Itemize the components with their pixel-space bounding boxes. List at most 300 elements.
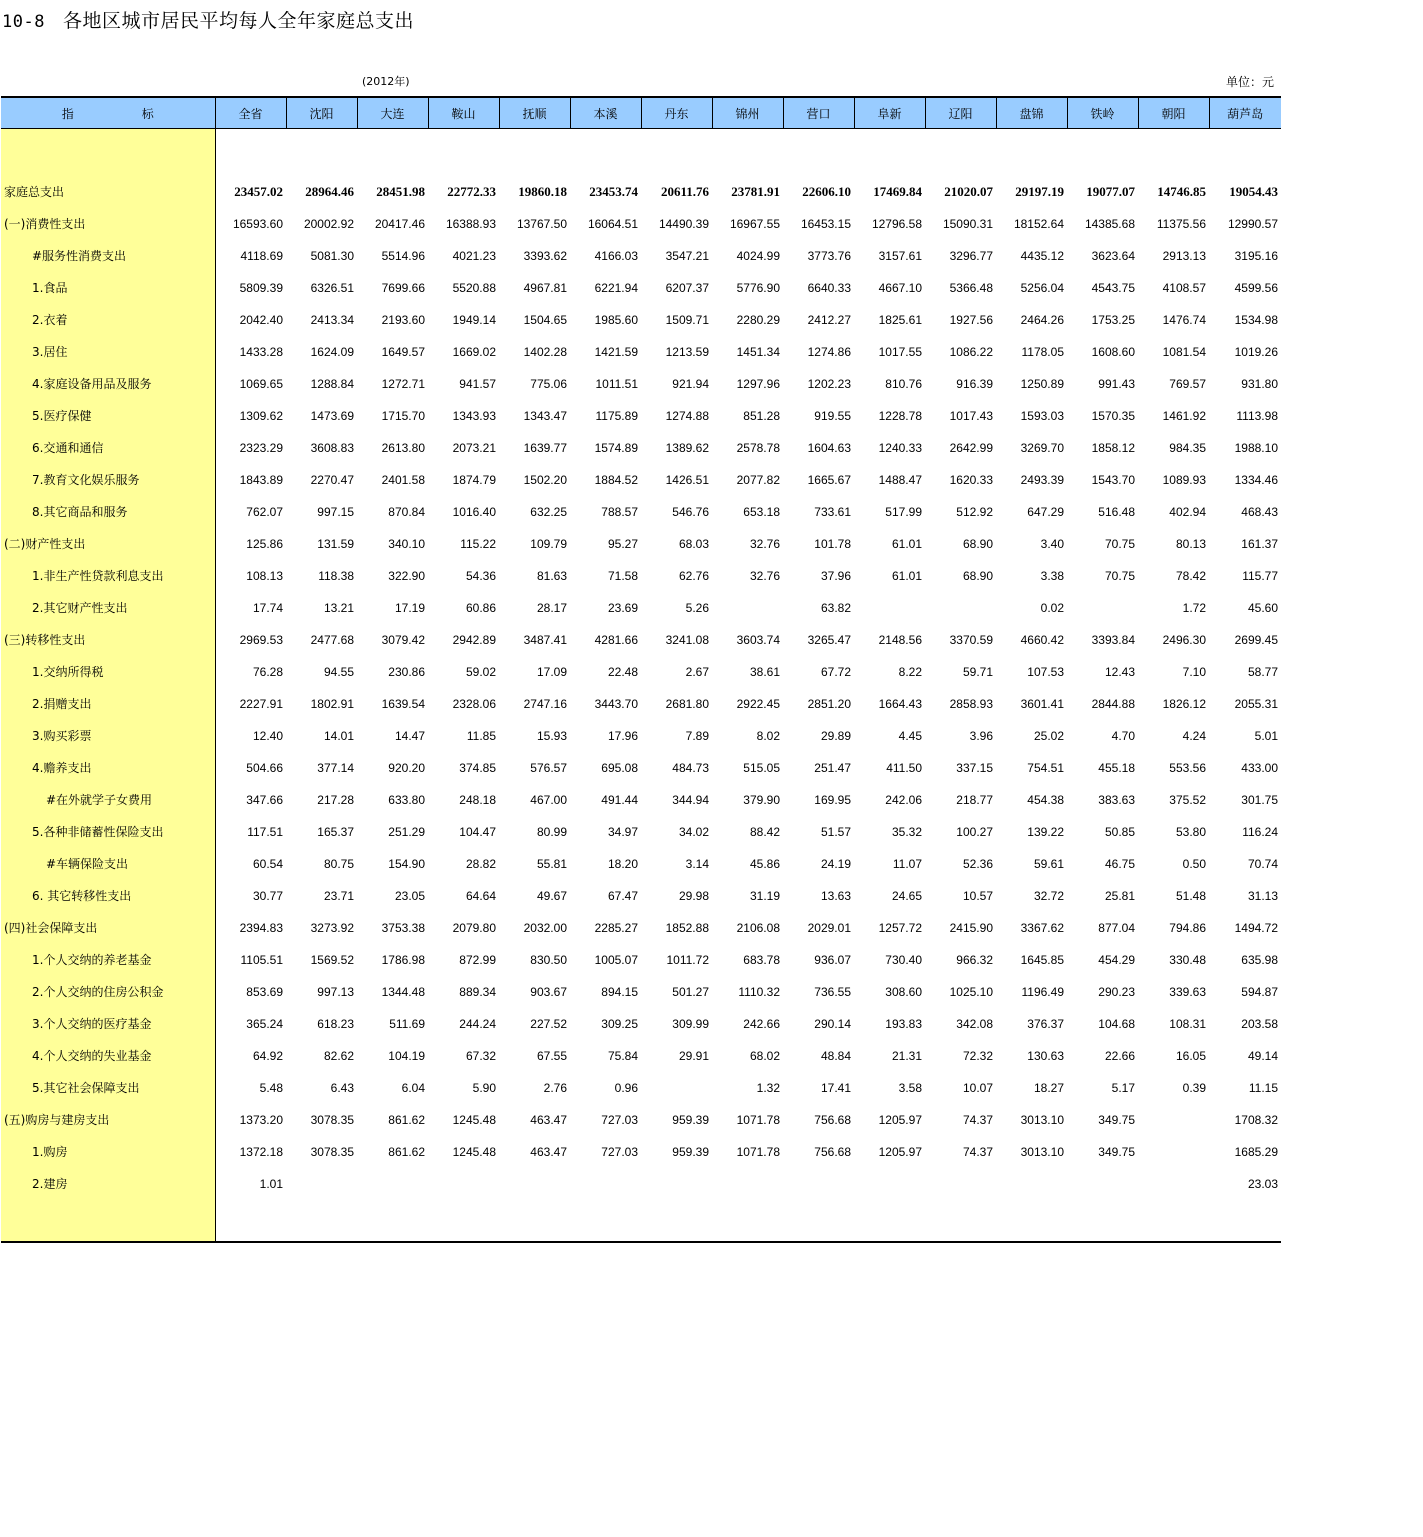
value-cell bbox=[1138, 1104, 1209, 1136]
column-header: 盘锦 bbox=[996, 97, 1067, 129]
value-cell: 3773.76 bbox=[807, 248, 851, 263]
value-cell: 4599.56 bbox=[1234, 280, 1278, 295]
table-row bbox=[1, 592, 1281, 624]
value-cell: 35.32 bbox=[891, 824, 922, 839]
row-label: 1.食品 bbox=[1, 272, 215, 304]
value-cell bbox=[854, 592, 925, 624]
value-cell bbox=[499, 1168, 570, 1200]
value-cell: 3.96 bbox=[969, 728, 993, 743]
value-cell: 17.19 bbox=[394, 600, 425, 615]
value-cell: 55.81 bbox=[536, 856, 567, 871]
value-cell bbox=[1138, 1136, 1209, 1168]
value-cell: 6326.51 bbox=[310, 280, 354, 295]
value-cell: 1604.63 bbox=[807, 440, 851, 455]
value-cell: 1344.48 bbox=[381, 984, 425, 999]
value-cell: 37.96 bbox=[820, 568, 851, 583]
value-cell: 7.10 bbox=[1182, 664, 1206, 679]
value-cell: 24.19 bbox=[820, 856, 851, 871]
value-cell bbox=[925, 1168, 996, 1200]
value-cell: 21020.07 bbox=[944, 183, 993, 199]
table-title-text: 各地区城市居民平均每人全年家庭总支出 bbox=[62, 10, 414, 32]
value-cell: 64.64 bbox=[465, 888, 496, 903]
column-header: 全省 bbox=[215, 97, 286, 129]
value-cell: 2858.93 bbox=[949, 696, 993, 711]
value-cell: 1086.22 bbox=[949, 344, 993, 359]
table-row bbox=[1, 368, 1281, 400]
value-cell: 17.74 bbox=[252, 600, 283, 615]
value-cell: 635.98 bbox=[1241, 952, 1278, 967]
value-cell: 1593.03 bbox=[1020, 408, 1064, 423]
value-cell: 4.70 bbox=[1111, 728, 1135, 743]
value-cell: 3623.64 bbox=[1091, 248, 1135, 263]
value-cell: 20611.76 bbox=[660, 183, 709, 199]
value-cell: 80.13 bbox=[1175, 536, 1206, 551]
value-cell: 10.07 bbox=[962, 1080, 993, 1095]
value-cell: 2042.40 bbox=[239, 312, 283, 327]
row-label: 1.购房 bbox=[1, 1136, 215, 1168]
value-cell: 1175.89 bbox=[595, 408, 638, 423]
value-cell: 511.69 bbox=[389, 1016, 425, 1031]
value-cell: 966.32 bbox=[956, 952, 993, 967]
value-cell: 63.82 bbox=[820, 600, 851, 615]
table-row bbox=[1, 560, 1281, 592]
value-cell: 1988.10 bbox=[1234, 440, 1278, 455]
value-cell: 2477.68 bbox=[310, 632, 354, 647]
value-cell: 74.37 bbox=[962, 1144, 993, 1159]
value-cell: 4.24 bbox=[1182, 728, 1206, 743]
value-cell: 100.27 bbox=[956, 824, 993, 839]
value-cell: 12.40 bbox=[252, 728, 283, 743]
value-cell: 1071.78 bbox=[736, 1144, 780, 1159]
value-cell: 108.31 bbox=[1169, 1016, 1206, 1031]
value-cell: 894.15 bbox=[601, 984, 638, 999]
value-cell: 1664.43 bbox=[878, 696, 922, 711]
table-row bbox=[1, 848, 1281, 880]
value-cell: 14.01 bbox=[323, 728, 354, 743]
table-row bbox=[1, 464, 1281, 496]
value-cell: 2969.53 bbox=[239, 632, 283, 647]
row-label: 2.其它财产性支出 bbox=[1, 592, 215, 624]
value-cell: 104.47 bbox=[459, 824, 496, 839]
value-cell: 516.48 bbox=[1098, 504, 1135, 519]
value-cell: 1272.71 bbox=[381, 376, 425, 391]
row-label: (四)社会保障支出 bbox=[1, 912, 215, 944]
value-cell: 903.67 bbox=[530, 984, 567, 999]
value-cell: 75.84 bbox=[607, 1048, 638, 1063]
value-cell: 3.40 bbox=[1040, 536, 1064, 551]
value-cell: 1645.85 bbox=[1020, 952, 1064, 967]
value-cell: 18152.64 bbox=[1013, 216, 1064, 231]
table-row bbox=[1, 1040, 1281, 1072]
value-cell: 13.21 bbox=[323, 600, 354, 615]
value-cell: 1105.51 bbox=[240, 952, 283, 967]
column-header: 辽阳 bbox=[925, 97, 996, 129]
value-cell: 1927.56 bbox=[949, 312, 993, 327]
value-cell bbox=[712, 592, 783, 624]
value-cell: 3601.41 bbox=[1020, 696, 1064, 711]
value-cell: 1509.71 bbox=[665, 312, 709, 327]
value-cell: 5.01 bbox=[1254, 728, 1278, 743]
value-cell: 870.84 bbox=[388, 504, 425, 519]
row-label: 7.教育文化娱乐服务 bbox=[1, 464, 215, 496]
value-cell: 463.47 bbox=[530, 1144, 567, 1159]
value-cell: 3.14 bbox=[685, 856, 709, 871]
value-cell: 53.80 bbox=[1175, 824, 1206, 839]
value-cell: 13767.50 bbox=[516, 216, 567, 231]
value-cell: 23.71 bbox=[323, 888, 354, 903]
value-cell: 3603.74 bbox=[736, 632, 780, 647]
value-cell: 402.94 bbox=[1169, 504, 1206, 519]
value-cell: 2394.83 bbox=[239, 920, 283, 935]
table-row bbox=[1, 944, 1281, 976]
value-cell: 727.03 bbox=[601, 1144, 638, 1159]
row-label: 2.建房 bbox=[1, 1168, 215, 1200]
table-row bbox=[1, 976, 1281, 1008]
unit-label: 单位：元 bbox=[1226, 75, 1275, 89]
value-cell: 22772.33 bbox=[447, 183, 496, 199]
value-cell: 4281.66 bbox=[594, 632, 638, 647]
row-label: (五)购房与建房支出 bbox=[1, 1104, 215, 1136]
value-cell: 4108.57 bbox=[1162, 280, 1206, 295]
value-cell: 11.07 bbox=[892, 856, 922, 871]
value-cell: 2280.29 bbox=[736, 312, 780, 327]
value-cell: 1228.78 bbox=[878, 408, 922, 423]
value-cell: 30.77 bbox=[252, 888, 283, 903]
value-cell bbox=[428, 1168, 499, 1200]
value-cell: 1274.86 bbox=[807, 344, 851, 359]
value-cell: 1202.23 bbox=[807, 376, 851, 391]
value-cell: 5809.39 bbox=[239, 280, 283, 295]
value-cell: 242.06 bbox=[885, 792, 922, 807]
value-cell: 339.63 bbox=[1169, 984, 1206, 999]
value-cell: 3078.35 bbox=[310, 1144, 354, 1159]
value-cell: 5514.96 bbox=[381, 248, 425, 263]
value-cell: 1476.74 bbox=[1162, 312, 1206, 327]
value-cell: 2328.06 bbox=[452, 696, 496, 711]
value-cell: 116.24 bbox=[1242, 824, 1278, 839]
value-cell: 80.99 bbox=[536, 824, 567, 839]
value-cell: 251.47 bbox=[814, 760, 851, 775]
value-cell: 861.62 bbox=[388, 1112, 425, 1127]
value-cell: 67.47 bbox=[607, 888, 638, 903]
value-cell: 3079.42 bbox=[381, 632, 425, 647]
value-cell: 788.57 bbox=[601, 504, 638, 519]
value-cell: 1884.52 bbox=[594, 472, 638, 487]
value-cell: 34.02 bbox=[678, 824, 709, 839]
value-cell: 349.75 bbox=[1098, 1112, 1135, 1127]
value-cell: 104.19 bbox=[388, 1048, 425, 1063]
value-cell: 1825.61 bbox=[878, 312, 922, 327]
value-cell: 13.63 bbox=[820, 888, 851, 903]
value-cell: 31.19 bbox=[749, 888, 780, 903]
row-label: (一)消费性支出 bbox=[1, 208, 215, 240]
value-cell: 67.55 bbox=[536, 1048, 567, 1063]
value-cell: 1843.89 bbox=[239, 472, 283, 487]
value-cell: 5.26 bbox=[685, 600, 709, 615]
value-cell: 1297.96 bbox=[736, 376, 780, 391]
value-cell: 733.61 bbox=[814, 504, 851, 519]
value-cell: 2851.20 bbox=[807, 696, 851, 711]
value-cell: 14.47 bbox=[394, 728, 425, 743]
table-body bbox=[1, 129, 1281, 1242]
value-cell: 218.77 bbox=[956, 792, 993, 807]
value-cell: 193.83 bbox=[885, 1016, 922, 1031]
row-label: 5.各种非储蓄性保险支出 bbox=[1, 816, 215, 848]
value-cell: 756.68 bbox=[814, 1144, 851, 1159]
row-label-cell bbox=[1, 129, 215, 176]
value-cell bbox=[1067, 1168, 1138, 1200]
value-cell: 349.75 bbox=[1098, 1144, 1135, 1159]
table-row bbox=[1, 240, 1281, 272]
value-cell: 3195.16 bbox=[1234, 248, 1278, 263]
row-label: (二)财产性支出 bbox=[1, 528, 215, 560]
value-cell: 14385.68 bbox=[1084, 216, 1135, 231]
value-cell: 754.51 bbox=[1027, 760, 1064, 775]
value-cell: 1113.98 bbox=[1236, 408, 1278, 423]
column-header: 锦州 bbox=[712, 97, 783, 129]
value-cell: 322.90 bbox=[388, 568, 425, 583]
value-cell: 59.71 bbox=[962, 664, 993, 679]
value-cell: 1858.12 bbox=[1091, 440, 1135, 455]
value-cell: 1620.33 bbox=[949, 472, 993, 487]
value-cell: 76.28 bbox=[252, 664, 283, 679]
value-cell: 61.01 bbox=[891, 568, 922, 583]
value-cell: 3608.83 bbox=[310, 440, 354, 455]
value-cell: 919.55 bbox=[814, 408, 851, 423]
value-cell: 1069.65 bbox=[239, 376, 283, 391]
value-cell: 51.57 bbox=[820, 824, 851, 839]
value-cell bbox=[854, 1168, 925, 1200]
value-cell: 1461.92 bbox=[1162, 408, 1206, 423]
value-cell: 1019.26 bbox=[1234, 344, 1278, 359]
value-cell: 931.80 bbox=[1241, 376, 1278, 391]
value-cell: 50.85 bbox=[1104, 824, 1135, 839]
value-cell: 501.27 bbox=[672, 984, 709, 999]
table-row bbox=[1, 432, 1281, 464]
column-header: 抚顺 bbox=[499, 97, 570, 129]
value-cell: 16388.93 bbox=[445, 216, 496, 231]
value-cell: 756.68 bbox=[814, 1112, 851, 1127]
value-cell: 1802.91 bbox=[310, 696, 354, 711]
value-cell: 23.03 bbox=[1247, 1176, 1278, 1191]
value-cell: 340.10 bbox=[388, 536, 425, 551]
value-cell: 82.62 bbox=[323, 1048, 354, 1063]
value-cell: 433.00 bbox=[1241, 760, 1278, 775]
value-cell: 28.82 bbox=[465, 856, 496, 871]
table-row bbox=[1, 752, 1281, 784]
value-cell: 997.15 bbox=[317, 504, 354, 519]
value-cell: 139.22 bbox=[1027, 824, 1064, 839]
value-cell: 290.14 bbox=[814, 1016, 851, 1031]
value-cell: 58.77 bbox=[1247, 664, 1278, 679]
value-cell: 70.74 bbox=[1247, 856, 1278, 871]
value-cell: 695.08 bbox=[601, 760, 638, 775]
value-cell: 576.57 bbox=[530, 760, 567, 775]
value-cell: 24.65 bbox=[891, 888, 922, 903]
value-cell: 736.55 bbox=[814, 984, 851, 999]
value-cell: 8.22 bbox=[898, 664, 922, 679]
value-cell: 454.38 bbox=[1027, 792, 1064, 807]
value-cell: 17.41 bbox=[820, 1080, 851, 1095]
value-cell: 16064.51 bbox=[587, 216, 638, 231]
value-cell: 5.48 bbox=[259, 1080, 283, 1095]
value-cell: 1402.28 bbox=[523, 344, 567, 359]
value-cell: 4166.03 bbox=[594, 248, 638, 263]
value-cell: 553.56 bbox=[1169, 760, 1206, 775]
value-cell: 169.95 bbox=[814, 792, 851, 807]
value-cell: 5256.04 bbox=[1020, 280, 1064, 295]
value-cell: 17469.84 bbox=[873, 183, 922, 199]
value-cell: 71.58 bbox=[607, 568, 638, 583]
row-label: 2.捐赠支出 bbox=[1, 688, 215, 720]
value-cell: 51.48 bbox=[1175, 888, 1206, 903]
value-cell: 1949.14 bbox=[452, 312, 496, 327]
value-cell: 2270.47 bbox=[310, 472, 354, 487]
value-cell: 2055.31 bbox=[1234, 696, 1278, 711]
value-cell bbox=[1138, 1168, 1209, 1200]
row-label: 5.医疗保健 bbox=[1, 400, 215, 432]
value-cell: 0.39 bbox=[1182, 1080, 1206, 1095]
column-header: 丹东 bbox=[641, 97, 712, 129]
value-cell: 877.04 bbox=[1098, 920, 1135, 935]
table-row bbox=[1, 176, 1281, 208]
row-label: 3.购买彩票 bbox=[1, 720, 215, 752]
value-cell: 1205.97 bbox=[878, 1144, 922, 1159]
value-cell: 25.81 bbox=[1104, 888, 1135, 903]
value-cell: 1715.70 bbox=[381, 408, 425, 423]
value-cell: 853.69 bbox=[246, 984, 283, 999]
value-cell: 2401.58 bbox=[381, 472, 425, 487]
value-cell: 4021.23 bbox=[452, 248, 496, 263]
value-cell: 4660.42 bbox=[1020, 632, 1064, 647]
value-cell: 594.87 bbox=[1241, 984, 1278, 999]
value-cell: 647.29 bbox=[1027, 504, 1064, 519]
value-cell: 1213.59 bbox=[665, 344, 709, 359]
value-cell: 290.23 bbox=[1098, 984, 1135, 999]
table-row bbox=[1, 304, 1281, 336]
value-cell: 4.45 bbox=[898, 728, 922, 743]
value-cell: 68.03 bbox=[678, 536, 709, 551]
value-cell: 7.89 bbox=[685, 728, 709, 743]
value-cell: 20002.92 bbox=[303, 216, 354, 231]
spacer-cell bbox=[215, 1200, 1281, 1242]
value-cell: 5081.30 bbox=[310, 248, 354, 263]
value-cell: 1245.48 bbox=[452, 1112, 496, 1127]
value-cell: 60.86 bbox=[465, 600, 496, 615]
value-cell: 1178.05 bbox=[1021, 344, 1064, 359]
value-cell: 19860.18 bbox=[518, 183, 567, 199]
table-row bbox=[1, 1104, 1281, 1136]
value-cell: 1473.69 bbox=[310, 408, 354, 423]
value-cell: 1639.54 bbox=[381, 696, 425, 711]
value-cell bbox=[712, 1168, 783, 1200]
value-cell: 16967.55 bbox=[729, 216, 780, 231]
value-cell: 29.89 bbox=[820, 728, 851, 743]
value-cell: 2844.88 bbox=[1091, 696, 1135, 711]
value-cell: 242.66 bbox=[743, 1016, 780, 1031]
value-cell: 2413.34 bbox=[310, 312, 354, 327]
row-label: #在外就学子女费用 bbox=[1, 784, 215, 816]
table-row bbox=[1, 528, 1281, 560]
value-cell: 383.63 bbox=[1098, 792, 1135, 807]
value-cell: 4967.81 bbox=[523, 280, 567, 295]
value-cell: 28.17 bbox=[536, 600, 567, 615]
value-cell: 411.50 bbox=[886, 760, 922, 775]
value-cell: 6207.37 bbox=[665, 280, 709, 295]
value-cell: 936.07 bbox=[814, 952, 851, 967]
value-cell: 2323.29 bbox=[239, 440, 283, 455]
value-cell: 468.43 bbox=[1241, 504, 1278, 519]
row-label: 1.个人交纳的养老基金 bbox=[1, 944, 215, 976]
value-cell: 15090.31 bbox=[942, 216, 993, 231]
value-cell: 68.90 bbox=[962, 568, 993, 583]
year-label: (2012年) bbox=[362, 75, 410, 88]
value-cell: 22.66 bbox=[1104, 1048, 1135, 1063]
table-row bbox=[1, 1168, 1281, 1200]
value-cell: 101.78 bbox=[814, 536, 851, 551]
value-cell: 12796.58 bbox=[871, 216, 922, 231]
value-cell: 3753.38 bbox=[381, 920, 425, 935]
value-cell: 1574.89 bbox=[594, 440, 638, 455]
value-cell: 5776.90 bbox=[736, 280, 780, 295]
value-cell: 3157.61 bbox=[878, 248, 922, 263]
table-row bbox=[1, 336, 1281, 368]
value-cell: 19054.43 bbox=[1229, 183, 1278, 199]
value-cell: 5366.48 bbox=[949, 280, 993, 295]
value-cell: 165.37 bbox=[317, 824, 354, 839]
value-cell: 515.05 bbox=[743, 760, 780, 775]
value-cell: 512.92 bbox=[956, 504, 993, 519]
value-cell bbox=[996, 1168, 1067, 1200]
value-cell: 1433.28 bbox=[239, 344, 283, 359]
header-row bbox=[1, 97, 1281, 129]
value-cell bbox=[286, 1168, 357, 1200]
value-cell: 23.69 bbox=[607, 600, 638, 615]
value-cell: 45.60 bbox=[1247, 600, 1278, 615]
value-cell: 463.47 bbox=[530, 1112, 567, 1127]
value-cell: 11375.56 bbox=[1156, 216, 1206, 231]
row-label: 2.衣着 bbox=[1, 304, 215, 336]
data-table bbox=[1, 96, 1281, 1243]
value-cell: 330.48 bbox=[1169, 952, 1206, 967]
column-header: 指 标 bbox=[1, 97, 215, 129]
table-row bbox=[1, 624, 1281, 656]
value-cell: 130.63 bbox=[1027, 1048, 1064, 1063]
value-cell: 1669.02 bbox=[452, 344, 496, 359]
value-cell: 5520.88 bbox=[452, 280, 496, 295]
value-cell: 504.66 bbox=[246, 760, 283, 775]
value-cell: 1250.89 bbox=[1020, 376, 1064, 391]
value-cell: 1011.72 bbox=[666, 952, 709, 967]
value-cell: 1343.47 bbox=[523, 408, 567, 423]
value-cell: 3393.84 bbox=[1091, 632, 1135, 647]
value-cell: 379.90 bbox=[743, 792, 780, 807]
spacer-row bbox=[1, 129, 1281, 176]
value-cell: 25.02 bbox=[1033, 728, 1064, 743]
value-cell: 80.75 bbox=[323, 856, 354, 871]
value-cell: 3.58 bbox=[898, 1080, 922, 1095]
value-cell bbox=[1067, 592, 1138, 624]
value-cell: 18.27 bbox=[1033, 1080, 1064, 1095]
value-cell: 830.50 bbox=[530, 952, 567, 967]
value-cell: 1071.78 bbox=[736, 1112, 780, 1127]
value-cell: 88.42 bbox=[749, 824, 780, 839]
value-cell: 889.34 bbox=[459, 984, 496, 999]
value-cell: 12990.57 bbox=[1227, 216, 1278, 231]
row-label: 4.家庭设备用品及服务 bbox=[1, 368, 215, 400]
value-cell: 67.72 bbox=[820, 664, 851, 679]
value-cell: 48.84 bbox=[820, 1048, 851, 1063]
